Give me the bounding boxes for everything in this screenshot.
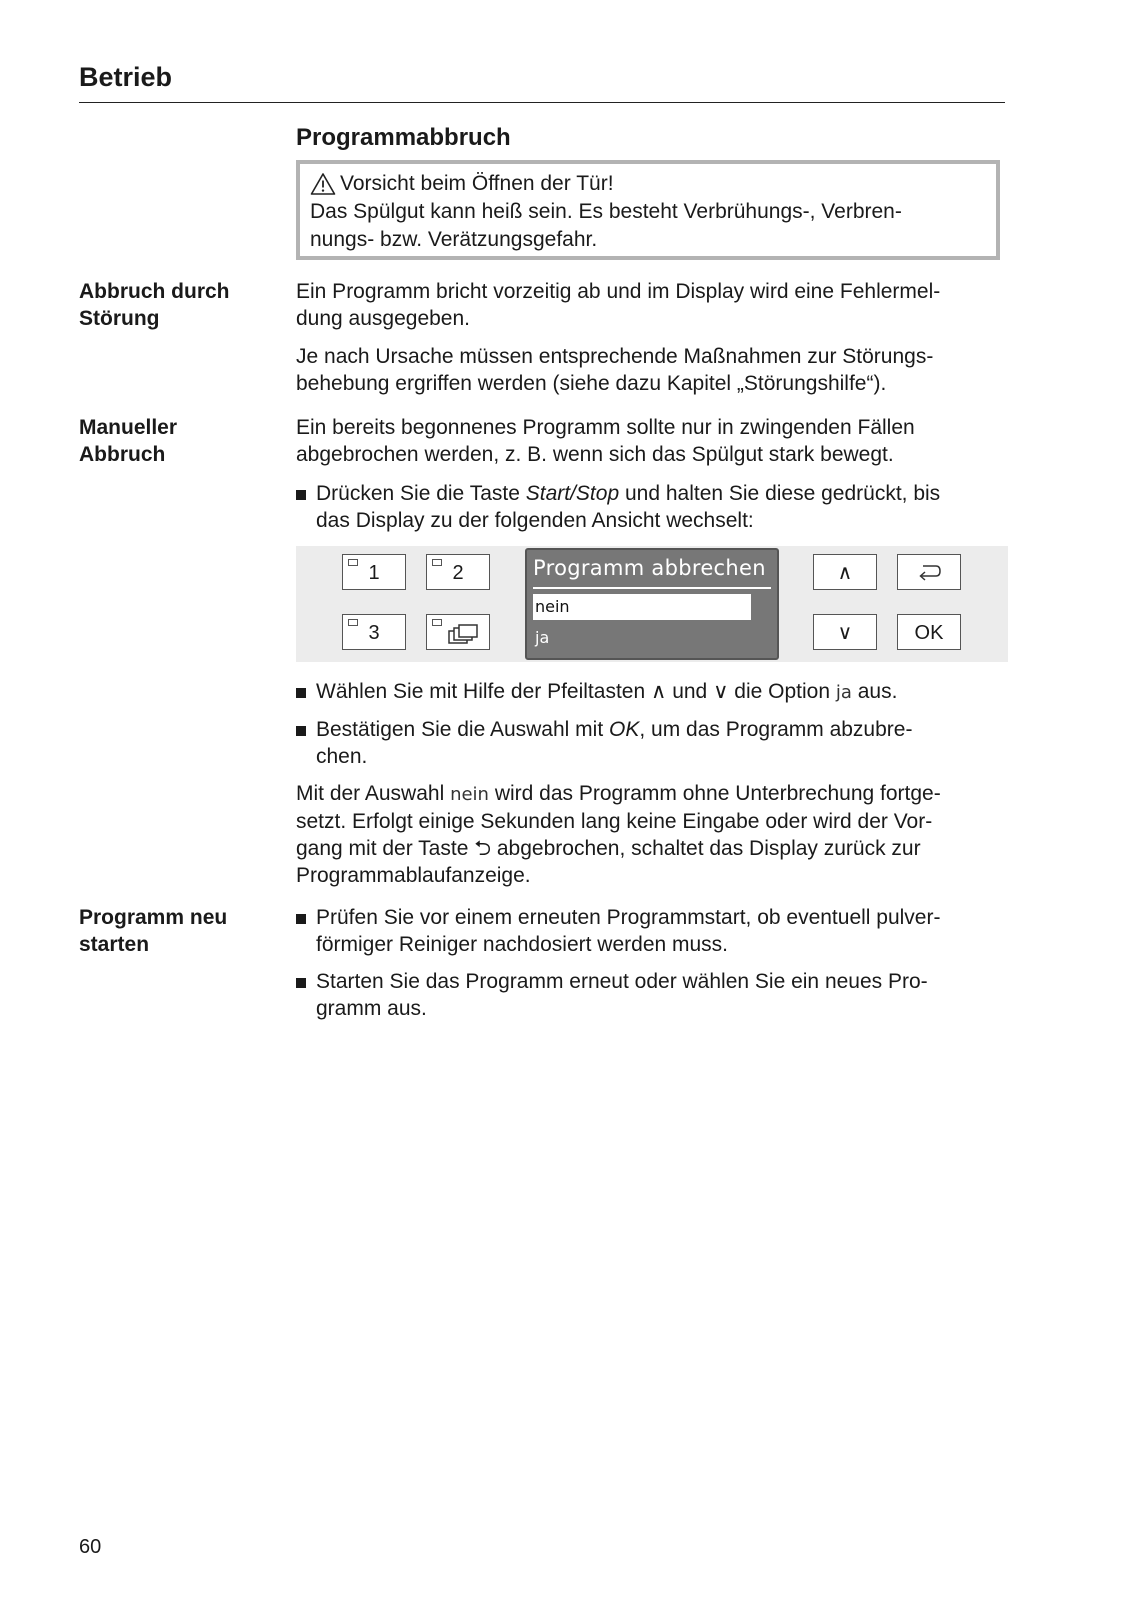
stoerung-paragraph-2: Je nach Ursache müssen entsprechende Maßnahmen zur Störungs- behebung ergriffen werden (siehe dazu Kapitel „Störungshilfe“). — [296, 345, 934, 395]
chapter-title: Betrieb — [79, 62, 173, 92]
warning-box — [296, 160, 1000, 260]
bullet-square — [296, 688, 306, 698]
section-title: Programmabbruch — [296, 124, 511, 151]
stoerung-paragraph-1: Ein Programm bricht vorzeitig ab und im Display wird eine Fehlermel- dung ausgegeben. — [296, 280, 941, 330]
program-key-2[interactable]: 2 — [426, 554, 490, 590]
control-panel — [296, 546, 1008, 662]
warning-text-line2: nungs- bzw. Verätzungsgefahr. — [310, 228, 598, 251]
screen-option[interactable]: ja — [535, 628, 550, 647]
arrow-down-glyph: ∨ — [713, 680, 729, 703]
led-indicator — [432, 559, 442, 566]
ok-key[interactable]: OK — [897, 614, 961, 650]
led-indicator — [348, 619, 358, 626]
start-stop-key-name: Start/Stop — [525, 482, 620, 505]
program-select-key[interactable] — [426, 614, 490, 650]
led-indicator — [432, 619, 442, 626]
back-arrow-icon — [916, 562, 942, 582]
header-rule — [79, 102, 1005, 103]
screen-option-selected[interactable]: nein — [533, 594, 751, 620]
screen-title-underline — [533, 587, 771, 589]
led-indicator — [348, 559, 358, 566]
ok-key-name: OK — [609, 718, 640, 741]
back-key-glyph: ⮌ — [474, 837, 492, 860]
arrow-up-key[interactable]: ∧ — [813, 554, 877, 590]
bullet-square — [296, 978, 306, 988]
bullet-arrow-keys: Wählen Sie mit Hilfe der Pfeiltasten ∧ und ∨ die Option ja aus. — [296, 678, 1008, 706]
bullet-start-stop: Drücken Sie die Taste Start/Stop und halten Sie diese gedrückt, bis das Display zu der folgenden Ansicht wechselt: — [296, 480, 1008, 534]
warning-triangle-icon — [310, 172, 336, 196]
screen-title: Programm abbrechen — [533, 556, 766, 580]
bullet-square — [296, 914, 306, 924]
bullet-confirm-ok: Bestätigen Sie die Auswahl mit OK, um das Programm abzubre- chen. — [296, 716, 1008, 770]
bullet-square — [296, 490, 306, 500]
option-nein-text: nein — [450, 784, 489, 805]
stacked-windows-icon — [447, 623, 479, 645]
program-key-1[interactable]: 1 — [342, 554, 406, 590]
option-ja-text: ja — [835, 682, 852, 703]
page-number: 60 — [79, 1536, 102, 1558]
program-key-3[interactable]: 3 — [342, 614, 406, 650]
side-label-neustart: Programm neu starten — [79, 906, 228, 956]
bullet-square — [296, 726, 306, 736]
side-label-manuell: Manueller Abbruch — [79, 416, 178, 466]
manuell-paragraph-2: Mit der Auswahl nein wird das Programm ohne Unterbrechung fortge- setzt. Erfolgt einige Sekunden lang keine Eingabe oder wird der Vor- gang mit der Taste ⮌ abgebrochen, schaltet das Display zurück zur Programmablaufanzeige. — [296, 782, 941, 887]
bullet-check-detergent: Prüfen Sie vor einem erneuten Programmstart, ob eventuell pulver- förmiger Reiniger nachdosiert werden muss. — [296, 904, 1008, 958]
side-label-stoerung: Abbruch durch Störung — [79, 280, 230, 330]
warning-title: Vorsicht beim Öffnen der Tür! — [340, 172, 614, 195]
bullet-restart-program: Starten Sie das Programm erneut oder wählen Sie ein neues Pro- gramm aus. — [296, 968, 1008, 1022]
warning-text-line1: Das Spülgut kann heiß sein. Es besteht Verbrühungs-, Verbren- — [310, 200, 902, 223]
arrow-down-key[interactable]: ∨ — [813, 614, 877, 650]
back-key[interactable] — [897, 554, 961, 590]
display-screen — [525, 548, 779, 660]
arrow-up-glyph: ∧ — [650, 680, 667, 703]
manuell-paragraph-1: Ein bereits begonnenes Programm sollte nur in zwingenden Fällen abgebrochen werden, z. B. wenn sich das Spülgut stark bewegt. — [296, 416, 915, 466]
